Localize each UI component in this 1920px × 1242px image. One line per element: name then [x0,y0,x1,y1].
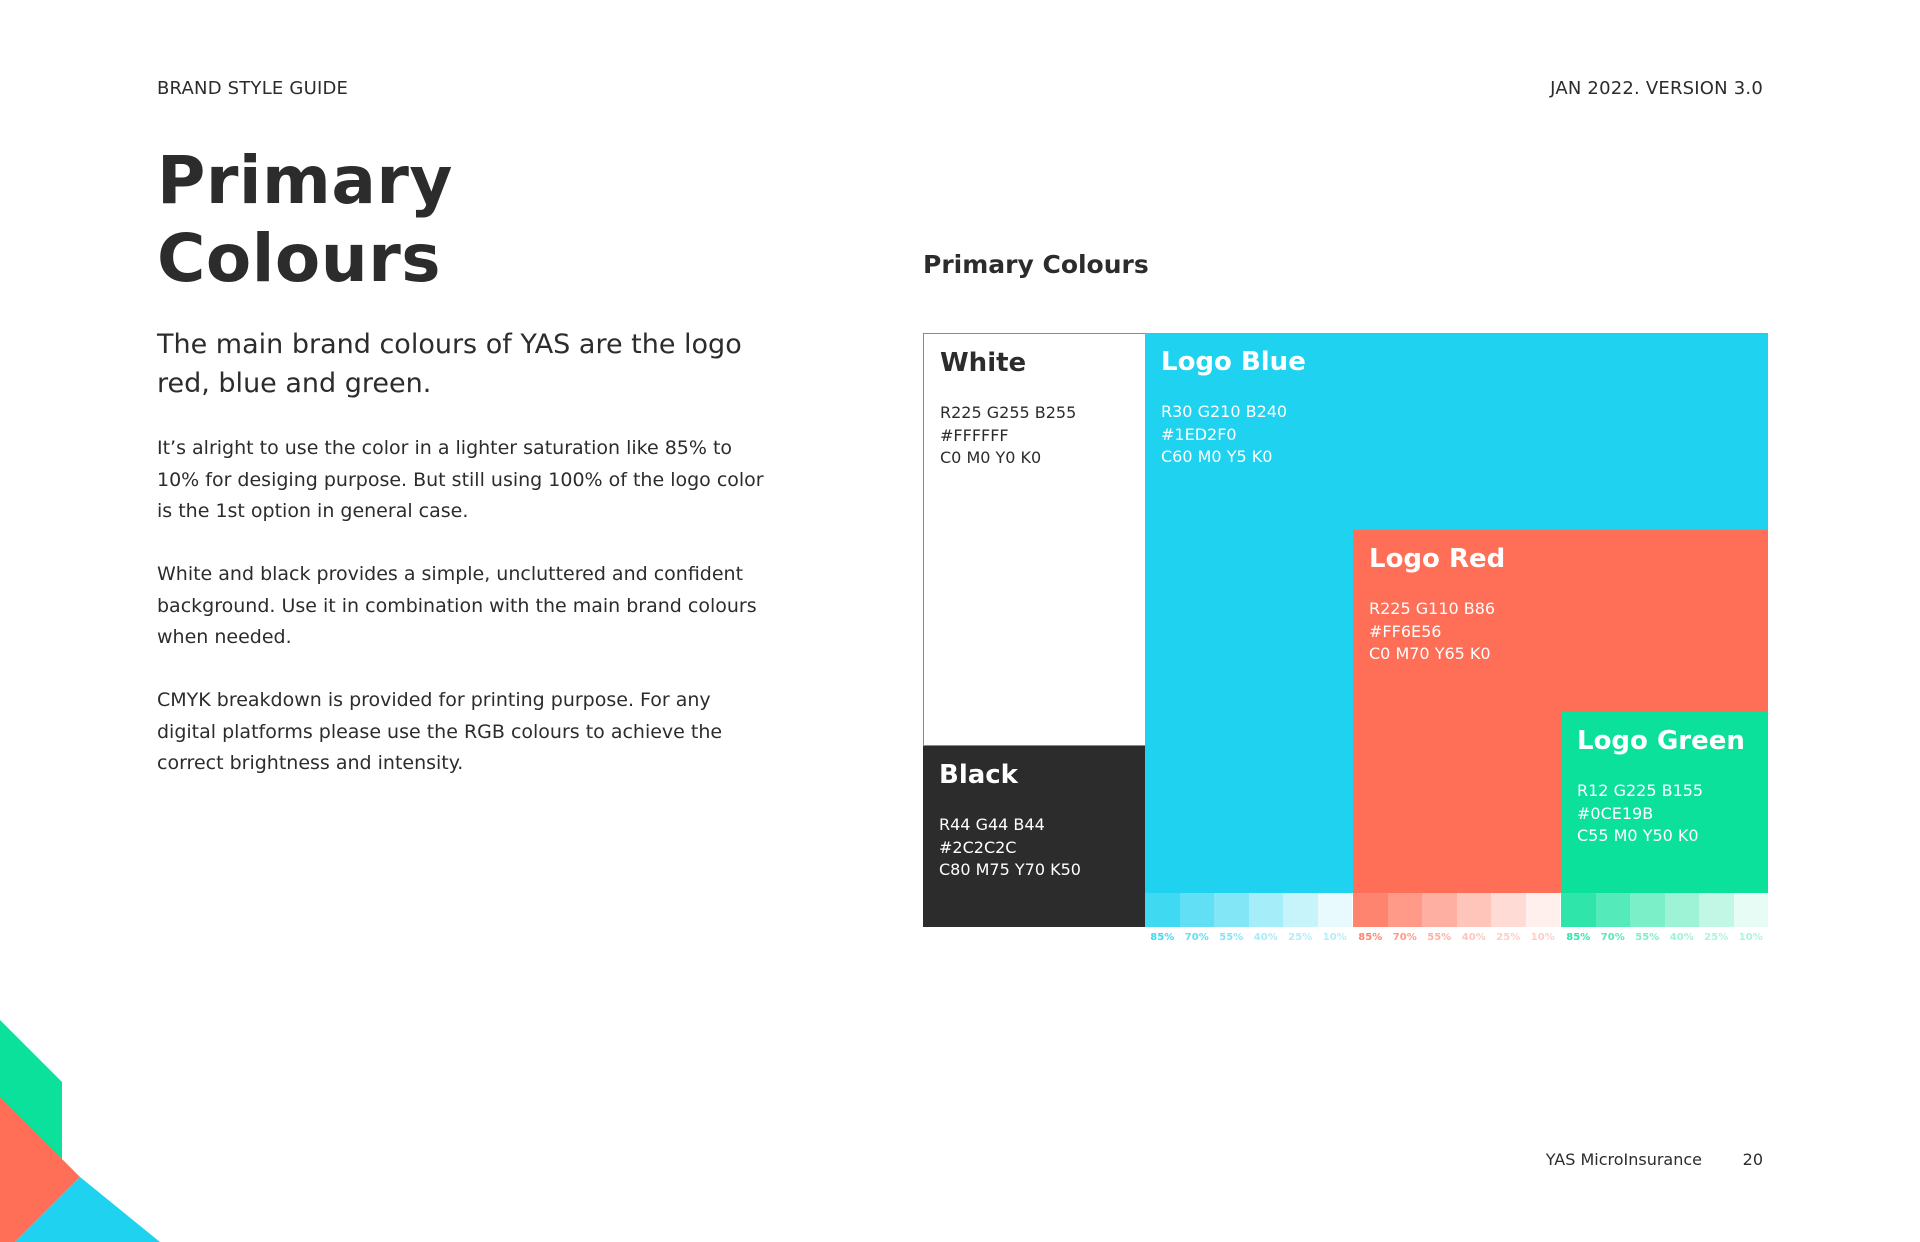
tint-red-55 [1422,893,1457,927]
swatch-black-name: Black [939,760,1018,790]
tint-label-red-25: 25% [1496,932,1521,943]
tint-label-red-40: 40% [1461,932,1486,943]
tint-red-25 [1491,893,1526,927]
swatch-blue-rgb: R30 G210 B240 [1161,402,1288,421]
tint-red-10 [1526,893,1561,927]
tint-blue-55 [1214,893,1249,927]
tint-label-green-85: 85% [1566,932,1591,943]
tint-blue-40 [1249,893,1284,927]
tint-label-green-55: 55% [1635,932,1660,943]
swatch-white-hex: #FFFFFF [940,425,1009,445]
swatch-red-codes [1369,598,1495,666]
tint-blue-25 [1283,893,1318,927]
tint-label-green-25: 25% [1704,932,1729,943]
tint-labels-red [1353,932,1560,943]
tint-green-10 [1734,893,1769,927]
tint-label-red-85: 85% [1358,932,1383,943]
tint-label-red-55: 55% [1427,932,1452,943]
tint-green-55 [1630,893,1665,927]
swatch-white-name: White [940,348,1027,378]
tint-red-85 [1353,893,1388,927]
tint-label-blue-10: 10% [1322,932,1347,943]
swatch-white-rgb: R225 G255 B255 [940,403,1077,422]
tint-label-blue-40: 40% [1253,932,1278,943]
swatch-black-cmyk: C80 M75 Y70 K50 [939,860,1081,879]
tint-green-40 [1665,893,1700,927]
tint-label-blue-85: 85% [1150,932,1175,943]
corner-decoration [0,1020,170,1242]
lead-text: The main brand colours of YAS are the logo red, blue and green. [157,329,742,399]
paragraph-saturation: It’s alright to use the color in a lighter saturation like 85% to 10% for desiging purpose. But still using 100% of the logo color is the 1st option in general case. [157,437,764,522]
swatch-black-codes [939,814,1081,882]
swatch-logo-green [1561,712,1768,893]
page-title-line-1: Primary [157,142,453,219]
page-number: 20 [1742,1150,1763,1169]
swatch-green-cmyk: C55 M0 Y50 K0 [1577,826,1699,845]
tint-label-red-70: 70% [1392,932,1417,943]
tint-label-red-10: 10% [1530,932,1555,943]
tint-blue-85 [1145,893,1180,927]
swatch-black-hex: #2C2C2C [939,837,1017,857]
swatch-red-cmyk: C0 M70 Y65 K0 [1369,644,1491,663]
tint-label-blue-55: 55% [1219,932,1244,943]
page-title [157,142,453,298]
tint-green-25 [1699,893,1734,927]
page-title-line-2: Colours [157,220,442,297]
tint-strip-green [1561,893,1768,927]
header-right: JAN 2022. VERSION 3.0 [1550,78,1763,99]
swatch-green-rgb: R12 G225 B155 [1577,781,1704,800]
swatch-blue-name: Logo Blue [1161,347,1306,377]
tint-label-green-10: 10% [1738,932,1763,943]
swatch-blue-hex: #1ED2F0 [1161,424,1237,444]
swatch-blue-cmyk: C60 M0 Y5 K0 [1161,447,1273,466]
swatch-black-rgb: R44 G44 B44 [939,815,1045,834]
footer-company: YAS MicroInsurance [1545,1150,1702,1169]
tint-label-blue-25: 25% [1288,932,1313,943]
swatch-red-rgb: R225 G110 B86 [1369,599,1496,618]
swatch-green-codes [1577,780,1703,848]
header-left: BRAND STYLE GUIDE [157,78,349,99]
tint-labels-green [1561,932,1768,943]
tint-label-green-70: 70% [1600,932,1625,943]
tint-strip-red [1353,893,1560,927]
tint-labels-blue [1145,932,1352,943]
tint-red-70 [1388,893,1423,927]
swatch-black [923,746,1145,927]
tint-blue-70 [1180,893,1215,927]
tint-green-70 [1596,893,1631,927]
tint-label-blue-70: 70% [1184,932,1209,943]
paragraph-cmyk: CMYK breakdown is provided for printing purpose. For any digital platforms please use the RGB colours to achieve the correct brightness and intensity. [157,689,723,774]
swatch-white [923,333,1145,746]
tint-label-green-40: 40% [1669,932,1694,943]
tint-red-40 [1457,893,1492,927]
swatch-white-codes [940,402,1076,470]
swatch-red-hex: #FF6E56 [1369,621,1442,641]
swatch-green-hex: #0CE19B [1577,803,1654,823]
tint-blue-10 [1318,893,1353,927]
tint-green-85 [1561,893,1596,927]
swatch-blue-codes [1161,401,1287,469]
tint-strip-blue [1145,893,1352,927]
section-title: Primary Colours [923,250,1149,279]
swatch-white-cmyk: C0 M0 Y0 K0 [940,448,1042,467]
paragraph-white-black: White and black provides a simple, uncluttered and confident background. Use it in combination with the main brand colours when needed. [157,563,757,648]
swatch-green-name: Logo Green [1577,726,1745,756]
swatch-red-name: Logo Red [1369,544,1506,574]
